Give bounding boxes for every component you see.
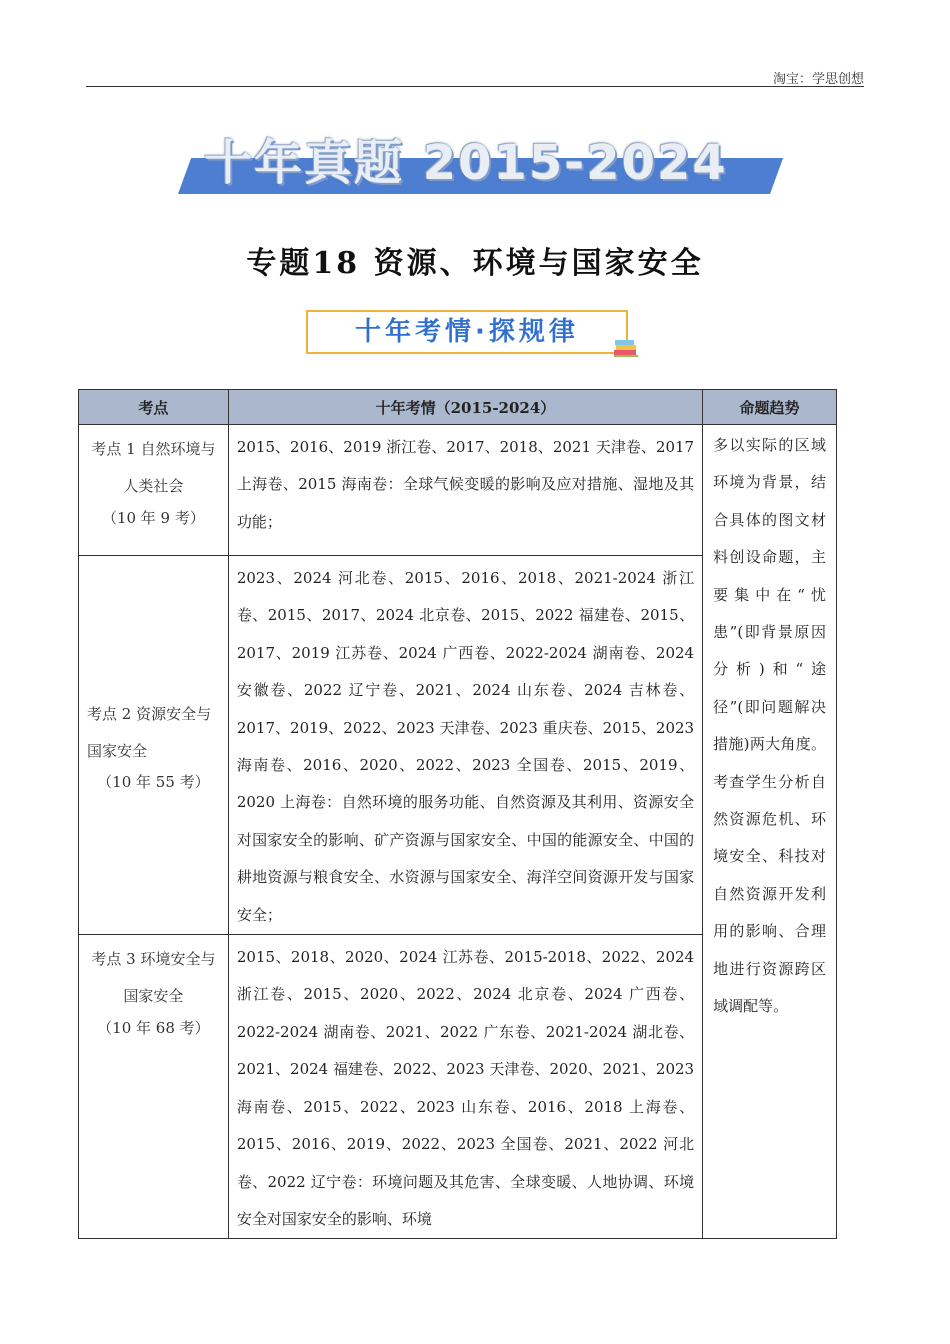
point-name: 考点 1 自然环境与人类社会 bbox=[91, 440, 216, 496]
section-heading bbox=[306, 310, 628, 354]
page-title: 专题18 资源、环境与国家安全 bbox=[246, 246, 704, 281]
table-header-row bbox=[79, 390, 837, 425]
point-name: 考点 2 资源安全与国家安全 bbox=[87, 704, 212, 761]
detail-cell: 2015、2018、2020、2024 江苏卷、2015-2018、2022、2024 浙江卷、2015、2020、2022、2024 北京卷、2024 广西卷、2022-2024 湖南卷、2021、2022 广东卷、2021-2024 湖北卷、2021、2024 福建卷、2022、2023 天津卷、2020、2021、2023 海南卷、2015、2022、2023 山东卷、2016、2018 上海卷、2015、2016、2019、2022、2023 全国卷、2021、2022 河北卷、2022 辽宁卷：环境问题及其危害、全球变暖、人地协调、环境安全对国家安全的影响、环境 bbox=[228, 935, 702, 1239]
point-cell bbox=[79, 935, 229, 1239]
title-banner bbox=[178, 120, 778, 198]
point-count: （10 年 9 考） bbox=[101, 508, 205, 527]
trend-cell: 多以实际的区域环境为背景，结合具体的图文材料创设命题，主要集中在“忧患”(即背景原因分析)和“途径”(即问题解决措施)两大角度。考查学生分析自然资源危机、环境安全、科技对自然资源开发利用的影响、合理地进行资源跨区域调配等。 bbox=[703, 425, 837, 1239]
point-name: 考点 3 环境安全与国家安全 bbox=[91, 950, 216, 1006]
section-heading-label: 十年考情·探规律 bbox=[355, 317, 579, 347]
point-cell bbox=[79, 556, 229, 935]
banner-text: 十年真题 2015-2024 bbox=[204, 135, 728, 191]
header-note: 淘宝：学思创想 bbox=[772, 72, 864, 87]
header-history: 十年考情（2015-2024） bbox=[228, 390, 702, 425]
header-trend: 命题趋势 bbox=[703, 390, 837, 425]
detail-cell: 2023、2024 河北卷、2015、2016、2018、2021-2024 浙江卷、2015、2017、2024 北京卷、2015、2022 福建卷、2015、2017、2019 江苏卷、2024 广西卷、2022-2024 湖南卷、2024 安徽卷、2022 辽宁卷、2021、2024 山东卷、2024 吉林卷、2017、2019、2022、2023 天津卷、2023 重庆卷、2015、2023 海南卷、2016、2020、2022、2023 全国卷、2015、2019、2020 上海卷：自然环境的服务功能、自然资源及其利用、资源安全对国家安全的影响、矿产资源与国家安全、中国的能源安全、中国的耕地资源与粮食安全、水资源与国家安全、海洋空间资源开发与国家安全； bbox=[228, 556, 702, 935]
point-count: （10 年 68 考） bbox=[97, 1018, 210, 1037]
detail-cell: 2015、2016、2019 浙江卷、2017、2018、2021 天津卷、2017 上海卷、2015 海南卷：全球气候变暖的影响及应对措施、湿地及其功能； bbox=[228, 425, 702, 556]
books-icon bbox=[612, 336, 640, 358]
table-row bbox=[79, 425, 837, 556]
header-point: 考点 bbox=[79, 390, 229, 425]
point-count: （10 年 55 考） bbox=[97, 773, 210, 792]
point-cell bbox=[79, 425, 229, 556]
exam-analysis-table bbox=[78, 389, 837, 1239]
header-divider bbox=[86, 86, 864, 87]
